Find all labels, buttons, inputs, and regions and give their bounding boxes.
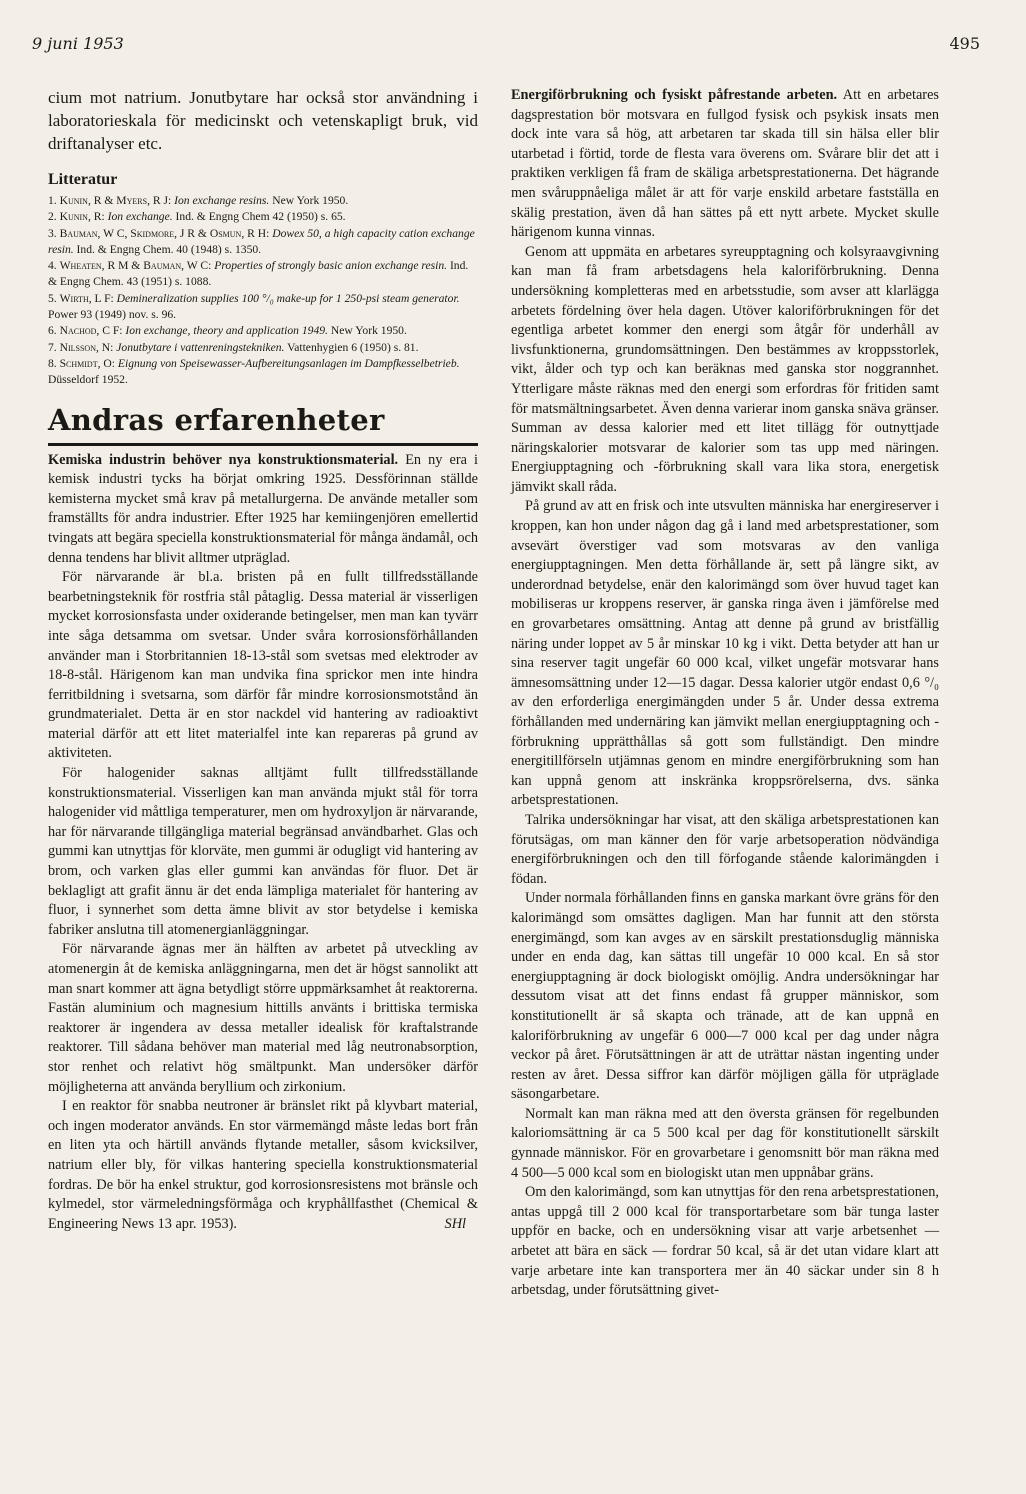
reference-item: 5. Wirth, L F: Demineralization supplies 100 °/₀ make-up for 1 250-psi steam generator. Power 93 (1949) nov. s. 96.: [48, 291, 460, 322]
article-paragraph: På grund av att en frisk och inte utsvulten människa har energireserver i kroppen, kan hon under någon dag gå i land med arbetsprestationer, som avsevärt överstiger vad som motsvaras av den vanliga energiupptagningen. Men detta förhållande är, sett på längre sikt, av underordnad betydelse, enär den kalorimängd som över huvud taget kan mobiliseras ur kroppens reserver, är ganska ringa även i jämförelse med en grovarbetares omsättning. Antag att denne på grund av bristfällig näring under loppet av 5 år minskar 10 kg i vikt. Detta betyder att han ur sina reserver tagit ungefär 60 000 kcal, vilket ungefär motsvarar hans ämnesomsättning under 12—15 dagar. Dessa kalorier utgör endast 0,6 °/₀ av den erforderliga energimängden under 5 år. Under dessa extrema förhållanden med undernäring kan jämvikt mellan energiupptagning och -förbrukning upprätthållas så gott som fullständigt. Den mindre energitillförseln utjämnas genom en mindre energiförbrukning som han kan uppnå genom att inskränka kroppsrörelserna, dvs. sänka arbetsprestationen.: [511, 498, 939, 809]
reference-item: 4. Wheaten, R M & Bauman, W C: Properties of strongly basic anion exchange resin. Ind. & Engng Chem. 43 (1951) s. 1088.: [48, 259, 469, 289]
reference-item: 1. Kunin, R & Myers, R J: Ion exchange resins. New York 1950.: [48, 194, 349, 207]
section-rule: [48, 443, 478, 446]
literature-heading: Litteratur: [48, 171, 118, 188]
article-paragraph: Kemiska industrin behöver nya konstruktionsmaterial. En ny era i kemisk industri tycks ha börjat omkring 1925. Dessförinnan ställde kemisterna mycket små krav på metallurgerna. De använde metaller som framställts för andra industrier. Efter 1925 har kemiingenjören emellertid tvingats att begära speciella konstruktionsmaterial för många ändamål, och denna tendens har blivit alltmer utpräglad.: [48, 451, 479, 566]
reference-item: 6. Nachod, C F: Ion exchange, theory and application 1949. New York 1950.: [48, 324, 407, 338]
article-paragraph: För närvarande ägnas mer än hälften av arbetet på utveckling av atomenergin åt de kemiska anläggningarna, men det är högst sannolikt att man snart kommer att ägna betydligt större uppmärksamhet åt reaktorerna. Fastän aluminium och magnesium hittills använts i brittiska termiska reaktorer är ingendera av dessa metaller idealisk för kraftalstrande reaktorer. Till sådana behöver man material med låg neutronabsorption, stor renhet och relativt hög smältpunkt. Man undersöker därför möjligheterna att använda beryllium och zirkonium.: [48, 941, 478, 1095]
article-paragraph: Energiförbrukning och fysiskt påfrestande arbeten. Att en arbetares dagsprestation bör motsvara en fullgod fysisk och psykisk insats men dock inte vara så hög, att arbetaren tar skada till sin hälsa eller blir utarbetad i förtid, torde de flesta vara överens om. Svårare blir det att i praktiken verkligen få fram de skäliga arbetsprestationerna. Det hägrande men svåruppnåeliga målet är att för varje enskild arbetare fastställa en skälig prestation, även då han sättes på ett nytt arbete. Mycket skulle härigenom kunna vinnas.: [511, 87, 939, 241]
author-signature: SHl: [444, 1215, 466, 1232]
left-column: [48, 86, 478, 1234]
article-heading: Kemiska industrin behöver nya konstruktionsmaterial.: [48, 451, 399, 468]
article-body: [511, 86, 939, 1301]
intro-paragraph: cium mot natrium. Jonutbytare har också stor användning i laboratorieskala för medicinskt och vetenskapligt bruk, vid driftanalyser etc.: [48, 88, 478, 153]
article-paragraph: Normalt kan man räkna med att den översta gränsen för regelbunden kaloriomsättning är ca 5 500 kcal per dag för konstitutionellt särskilt gynnade människor. För en grovarbetare i genomsnitt bör man räkna med 4 500—5 000 kcal som en biologiskt utan men uppnåbar gräns.: [511, 1105, 939, 1181]
article-paragraph: För halogenider saknas alltjämt fullt tillfredsställande konstruktionsmaterial. Visserligen kan man använda mjukt stål för torra halogenider vid måttliga temperaturer, men om hydroxyljon är närvarande, har för närvarande tillgängliga material begränsad användbarhet. Glas och gummi kan utnyttjas för klorväte, men gummi är odugligt vid hantering av brom, och varken glas eller gummi kan användas för fluor. Det är beklagligt att grafit ännu är det enda lämpliga materialet för hantering av fluor, i synnerhet som detta ämne blivit av stor betydelse i kemiska fabriker anslutna till atomenergianläggningar.: [48, 765, 478, 938]
reference-item: 2. Kunin, R: Ion exchange. Ind. & Engng Chem 42 (1950) s. 65.: [48, 210, 346, 224]
section-title: Andras erfarenheter: [48, 402, 385, 437]
page-number: 495: [949, 34, 980, 53]
reference-list: [48, 193, 478, 389]
reference-item: 3. Bauman, W C, Skidmore, J R & Osmun, R H: Dowex 50, a high capacity cation exchange resin. Ind. & Engng Chem. 40 (1948) s. 1350.: [48, 226, 475, 256]
page-header: [32, 34, 980, 58]
header-date: 9 juni 1953: [32, 34, 124, 53]
reference-item: 8. Schmidt, O: Eignung von Speisewasser-Aufbereitungsanlagen im Dampfkesselbetrieb. Düsseldorf 1952.: [48, 356, 460, 387]
article-paragraph: Under normala förhållanden finns en ganska markant övre gräns för den kalorimängd som omsättes dagligen. Man har funnit att den största energimängd, som kan avges av en särskilt prestationsduglig människa under en enda dag, kan sättas till ungefär 10 000 kcal. En så stor energiupptagning är dock biologiskt omöjlig. Andra undersökningar har dessutom visat att det finns endast få grupper människor, som konstitutionellt är så skapta och tränade, att de kan uppnå en kaloriförbrukning av ungefär 6 000—7 000 kcal per dag under några veckor på året. Förutsättningen är att de uträttar nästan ingenting under resten av året. Dessa siffror kan därför möjligen gälla för utpräglade säsongarbetare.: [511, 890, 939, 1103]
right-column: [511, 86, 939, 1301]
article-paragraph: Genom att uppmäta en arbetares syreupptagning och kolsyraavgivning kan man få fram arbetsdagens hela kaloriförbrukning. Denna undersökning kompletteras med en arbetsstudie, som avser att klarlägga arbetets fördelning över hela dagen. Utöver kaloriförbrukningen för det egentliga arbetet kommer den energi som åtgår för underhåll av livsfunktionerna, grundomsättningen. Den bestämmes av kroppsstorlek, vikt, ålder och typ och kan beräknas med ganska stor noggrannhet. Ytterligare måste räknas med den energi som erfordras för fritiden samt för matsmältningsarbetet. Även denna varierar inom ganska snäva gränser. Summan av dessa kalorier med ett litet tillägg för outnyttjade näringskalorier motsvarar de kalorier som tas upp med näringen. Energiupptagning och -förbrukning skall vara lika stora, energetisk jämvikt skall råda.: [511, 243, 939, 495]
article-paragraph: Om den kalorimängd, som kan utnyttjas för den rena arbetsprestationen, antas uppgå till 2 000 kcal för transportarbetare som bär tunga laster uppför en backe, och en undersökning visar att varje arbetsenhet — arbetet att bära en säck — fordrar 50 kcal, så är det utan vidare klart att varje arbetare inte kan transportera mer än 40 säckar under sin 8 h arbetsdag, under förutsättning givet-: [511, 1184, 939, 1299]
reference-item: 7. Nilsson, N: Jonutbytare i vattenreningstekniken. Vattenhygien 6 (1950) s. 81.: [48, 340, 419, 354]
article-paragraph: Talrika undersökningar har visat, att den skäliga arbetsprestationen kan förutsägas, om man känner den för varje arbetsoperation nödvändiga energiförbrukningen och den till förfogande stående kalorimängden i födan.: [511, 811, 939, 887]
article-body: [48, 451, 478, 1235]
article-heading: Energiförbrukning och fysiskt påfrestande arbeten.: [511, 87, 838, 103]
article-paragraph: I en reaktor för snabba neutroner är bränslet rikt på klyvbart material, och ingen moderator används. En stor värmemängd måste ledas bort från en liten yta och härtill används flytande metaller, såsom kvicksilver, natrium eller bly, för vilkas hantering speciella konstruktionsmaterial fordras. De bör ha enkel struktur, god korrosionsresistens mot bränsle och kylmedel, stor värmeledningsförmåga och kryphållfasthet (Chemical & Engineering News 13 apr. 1953). SHl: [48, 1097, 478, 1234]
article-paragraph: För närvarande är bl.a. bristen på en fullt tillfredsställande bearbetningsteknik för rostfria stål påtaglig. Dessa material är visserligen mycket korrosionsfasta under oxiderande betingelser, men man kan tyvärr inte såga detsamma om svetsar. Under svåra korrosionsförhållanden använder man i Storbritannien 18-13-stål som svetsas med elektroder av 18-8-stål. Härigenom kan man undvika fina sprickor men inte hindra ferritbildning i svetsarna, som därför får mindre korrosionsmotstånd än grundmaterialet. Detta är en stor nackdel vid hantering av radioaktivt material därför att ett litet materialfel inte kan repareras på grund av aktiviteten.: [48, 569, 478, 762]
